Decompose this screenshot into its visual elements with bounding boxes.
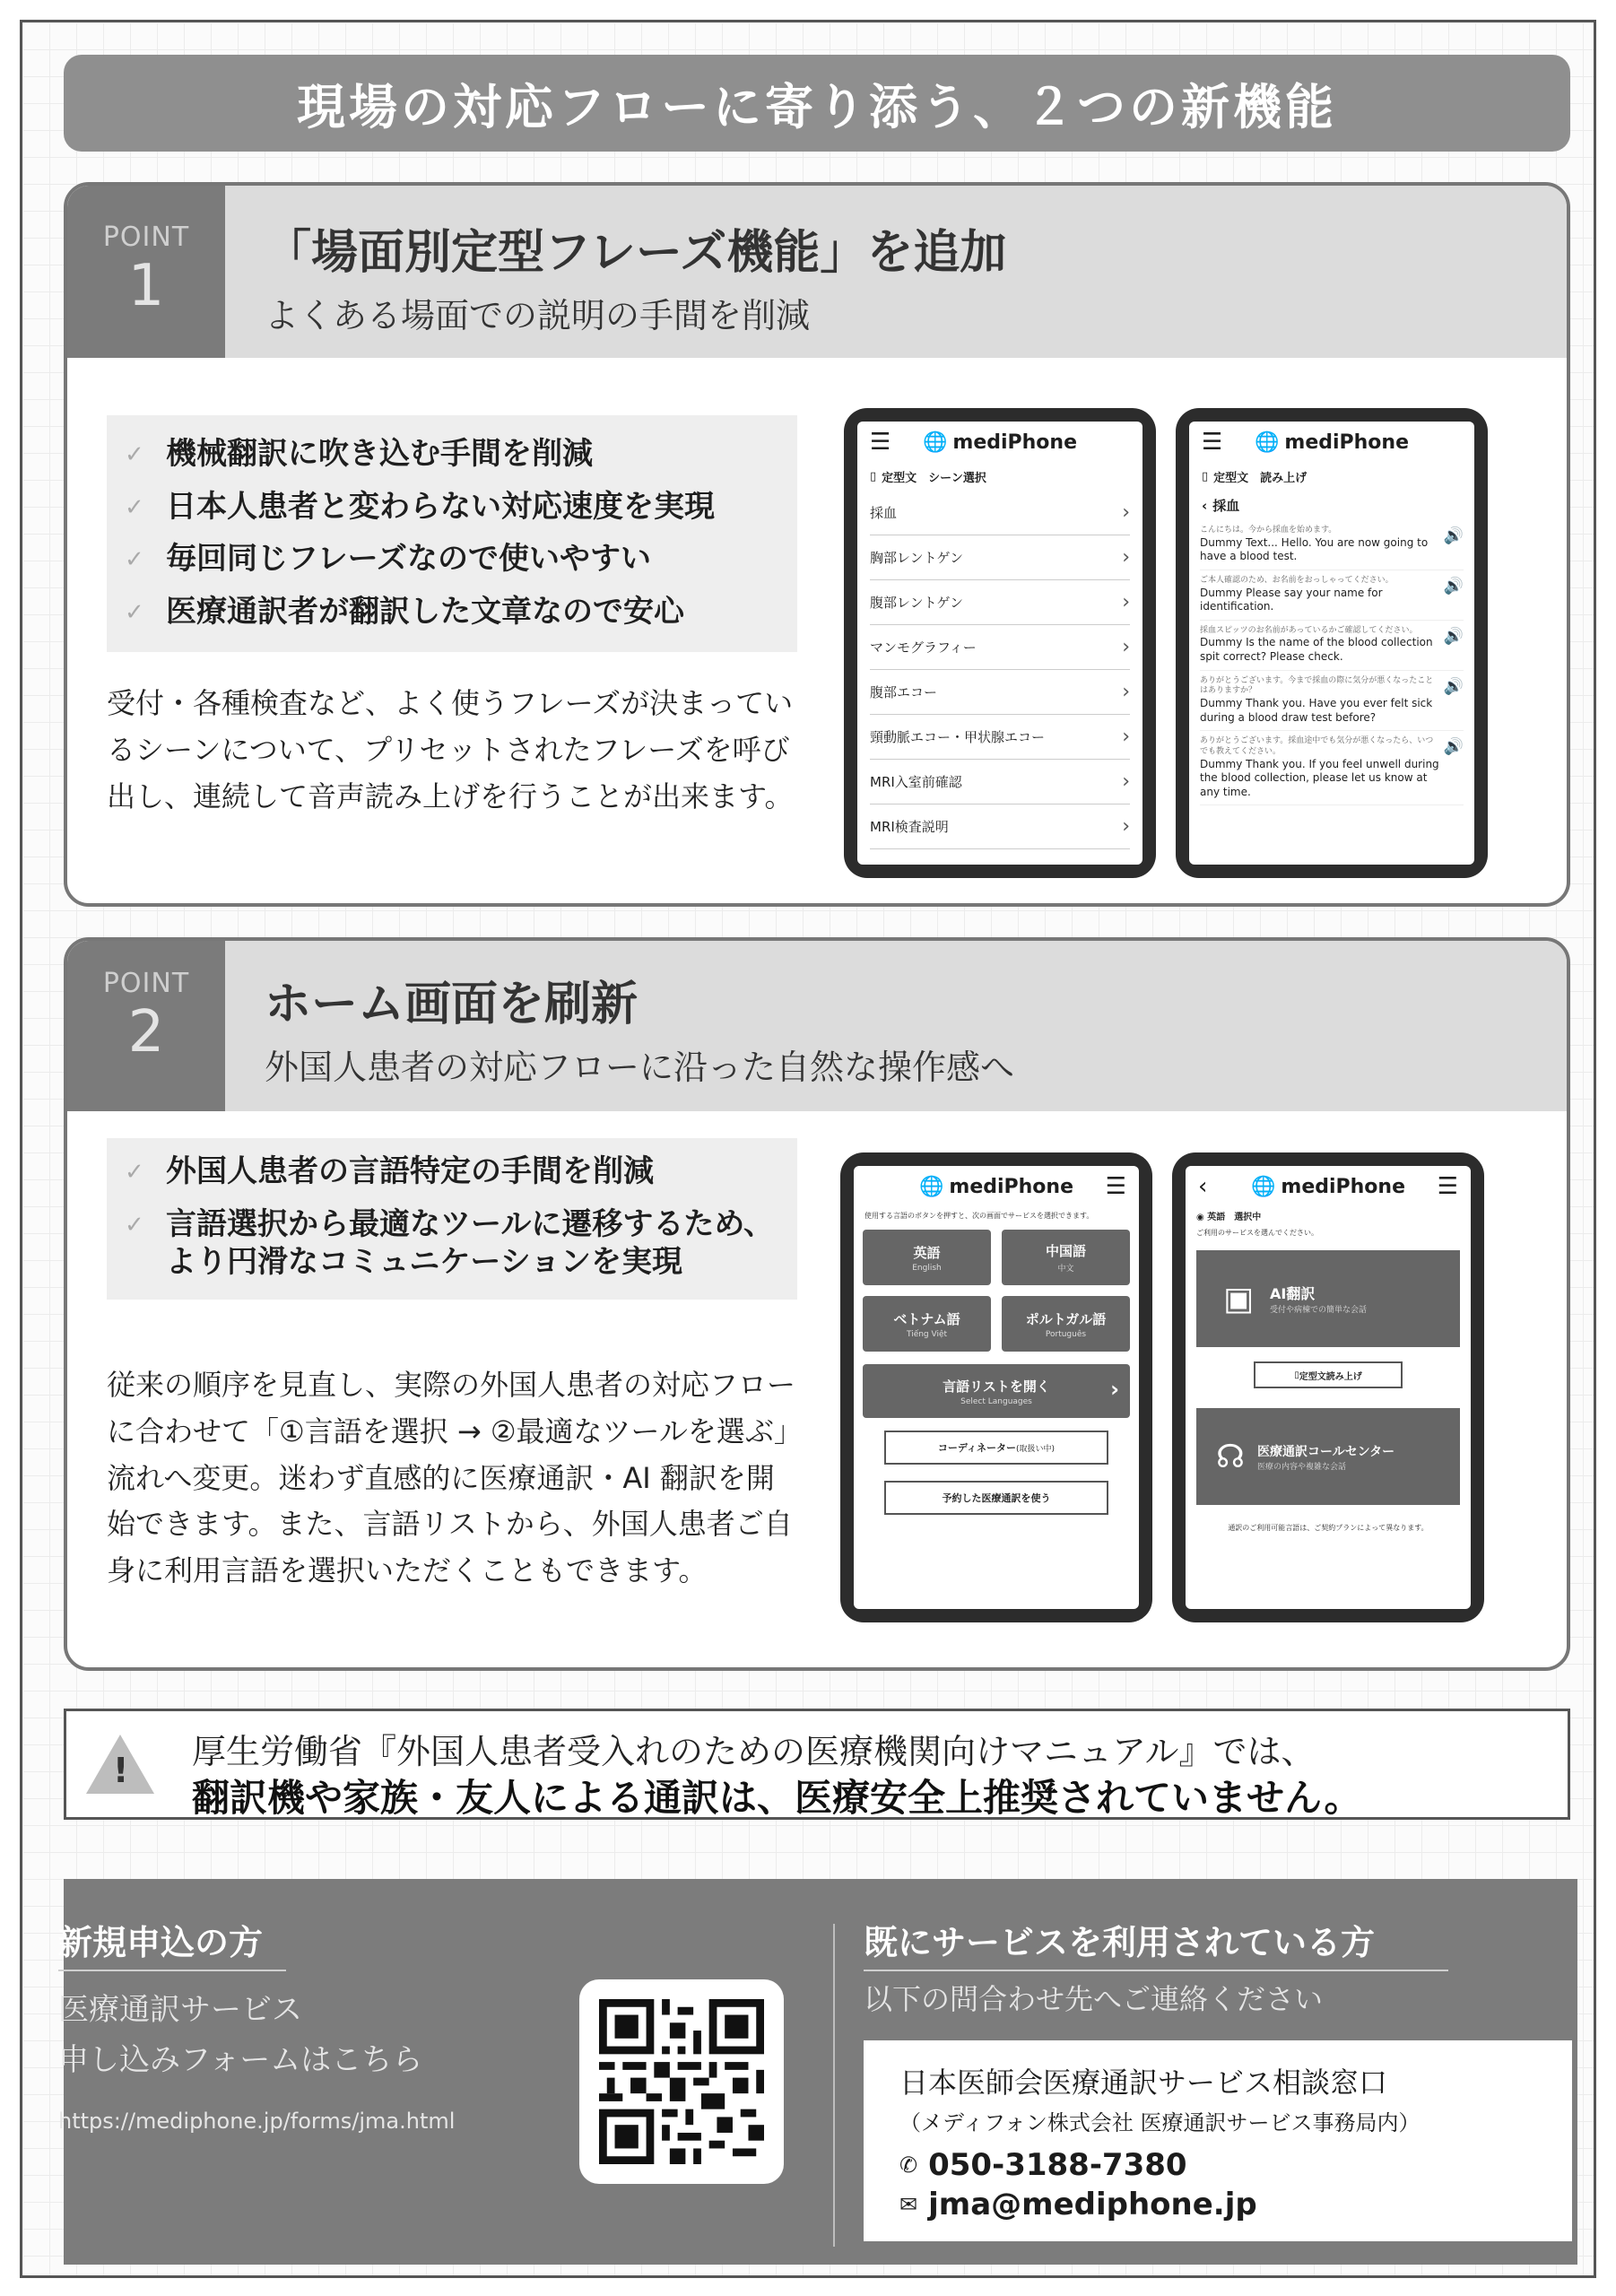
contact-card	[864, 2040, 1572, 2241]
page-banner	[64, 55, 1570, 152]
speaker-icon[interactable]: 🔊	[1443, 526, 1464, 545]
point2-number: 2	[127, 999, 165, 1065]
language-button[interactable]: 英語 English	[863, 1230, 991, 1285]
new-applicant-text2: 申し込みフォームはこちら	[58, 2042, 423, 2078]
phrase-item[interactable]: ありがとうございます。採血途中でも気分が悪くなったら、いつでも教えてください。 Dummy Thank you. If you feel unwell during the blood collection, please let us know at any time. 🔊	[1200, 731, 1464, 805]
contact-phone[interactable]: ✆ 050-3188-7380	[899, 2147, 1187, 2183]
warning-line2: 翻訳機や家族・友人による通訳は、医療安全上推奨されていません。	[192, 1776, 1362, 1820]
phrase-item[interactable]: こんにちは。今から採血を始めます。 Dummy Text... Hello. You are now going to have a blood test. 🔊	[1200, 520, 1464, 570]
contact-org: 日本医師会医療通訳サービス相談窓口	[899, 2066, 1388, 2100]
coordinator-button[interactable]: コーディネーター (取扱い中)	[884, 1431, 1108, 1465]
list-item[interactable]: 腹部レントゲン ›	[870, 580, 1130, 625]
list-item[interactable]: 腹部エコー ›	[870, 670, 1130, 715]
qr-code[interactable]	[579, 1979, 784, 2184]
ai-translate-button[interactable]: ▣ AI翻訳 受付や病棟での簡単な会話	[1196, 1250, 1460, 1347]
check-item: ✓ 言語選択から最適なツールに遷移するため、より円滑なコミュニケーションを実現	[125, 1205, 774, 1280]
app-brand: mediPhone	[949, 1175, 1074, 1198]
chevron-right-icon: ›	[1122, 591, 1130, 613]
language-button[interactable]: ポルトガル語 Português	[1002, 1296, 1130, 1352]
chevron-right-icon: ›	[1122, 681, 1130, 703]
hamburger-menu-icon[interactable]: ☰	[1202, 429, 1223, 456]
back-link[interactable]: ‹ 採血	[1202, 497, 1240, 514]
chevron-right-icon: ›	[1122, 501, 1130, 524]
language-button[interactable]: ベトナム語 Tiếng Việt	[863, 1296, 991, 1352]
language-status: ◉ 英語 選択中	[1196, 1213, 1262, 1222]
intro-text: 使用する言語のボタンを押すと、次の画面でサービスを選択できます。	[864, 1212, 1094, 1220]
document-icon: ▯	[1202, 470, 1209, 483]
list-item[interactable]: 頸動脈エコー・甲状腺エコー ›	[870, 715, 1130, 760]
check-icon: ✓	[125, 546, 144, 573]
intro-text: ご利用のサービスを選んでください。	[1196, 1229, 1318, 1237]
point2-header	[67, 941, 1567, 1111]
chevron-right-icon: ›	[1122, 815, 1130, 838]
existing-user-heading: 既にサービスを利用されている方	[864, 1915, 1448, 1971]
screen-subtitle: ▯ 定型文 読み上げ	[1202, 470, 1308, 485]
language-grid	[854, 1230, 1139, 1352]
check-icon: ✓	[125, 493, 144, 521]
fixed-phrase-button[interactable]: ▯ 定型文読み上げ	[1254, 1361, 1403, 1388]
point1-card	[64, 182, 1570, 907]
list-item[interactable]: 胸部レントゲン ›	[870, 535, 1130, 580]
chevron-right-icon: ›	[1122, 726, 1130, 748]
hamburger-menu-icon[interactable]: ☰	[870, 429, 891, 456]
mail-icon: ✉	[899, 2192, 918, 2217]
app-bar	[854, 1166, 1139, 1207]
contact-org-sub: （メディフォン株式会社 医療通訳サービス事務局内）	[899, 2110, 1421, 2135]
document-icon: ▯	[1294, 1370, 1299, 1380]
point2-badge	[67, 941, 225, 1111]
point2-subtitle: 外国人患者の対応フローに沿った自然な操作感へ	[265, 1048, 1015, 1087]
flyer-page	[20, 20, 1596, 2278]
app-brand: mediPhone	[1281, 1175, 1406, 1198]
hamburger-menu-icon[interactable]: ☰	[1437, 1173, 1458, 1200]
list-item[interactable]: 採血 ›	[870, 491, 1130, 535]
point1-badge	[67, 186, 225, 358]
chevron-right-icon: ›	[1122, 636, 1130, 658]
app-brand: mediPhone	[1284, 430, 1410, 454]
new-applicant-text1: 医療通訳サービス	[58, 1992, 302, 2028]
document-icon: ▯	[870, 470, 877, 483]
new-applicant-heading: 新規申込の方	[58, 1915, 286, 1971]
list-item[interactable]: マンモグラフィー ›	[870, 625, 1130, 670]
globe-icon: 🌐	[918, 1175, 944, 1198]
headset-icon: ☊	[1216, 1438, 1245, 1475]
phone-service-select	[1172, 1152, 1484, 1622]
phone-language-select	[840, 1152, 1152, 1622]
chevron-right-icon: ›	[1110, 1377, 1119, 1402]
check-item: ✓ 医療通訳者が翻訳した文章なので安心	[125, 593, 684, 630]
point2-title: ホーム画面を刷新	[265, 978, 639, 1031]
check-icon: ✓	[125, 1159, 144, 1186]
plan-note: 通訳のご利用可能言語は、ご契約プランによって異なります。	[1228, 1524, 1429, 1532]
contact-email[interactable]: ✉ jma@mediphone.jp	[899, 2187, 1257, 2222]
chevron-right-icon: ›	[1122, 770, 1130, 793]
hamburger-menu-icon[interactable]: ☰	[1105, 1173, 1126, 1200]
qr-code-icon	[599, 1999, 764, 2164]
check-item: ✓ 毎回同じフレーズなので使いやすい	[125, 541, 651, 577]
reserved-interpreter-button[interactable]: 予約した医療通訳を使う	[884, 1481, 1108, 1515]
point1-subtitle: よくある場面での説明の手間を削減	[265, 296, 811, 335]
chevron-left-icon: ‹	[1202, 497, 1208, 514]
check-item: ✓ 機械翻訳に吹き込む手間を削減	[125, 436, 593, 472]
phone-scene-select	[844, 408, 1156, 878]
globe-icon: 🌐	[1254, 430, 1280, 454]
speaker-icon[interactable]: 🔊	[1443, 576, 1464, 596]
existing-user-subtext: 以下の問合わせ先へご連絡ください	[864, 1982, 1324, 2016]
status-dot-icon: ◉	[1196, 1213, 1208, 1222]
check-item: ✓ 外国人患者の言語特定の手間を削減	[125, 1153, 654, 1189]
globe-icon: 🌐	[1250, 1175, 1276, 1198]
speaker-icon[interactable]: 🔊	[1443, 676, 1464, 696]
point2-checklist	[107, 1138, 797, 1300]
phrase-item[interactable]: ご本人確認のため、お名前をおっしゃってください。 Dummy Please say your name for identification. 🔊	[1200, 570, 1464, 621]
point1-checklist	[107, 415, 797, 652]
phone-screen	[1189, 422, 1474, 865]
app-bar	[1186, 1166, 1471, 1207]
point1-header	[67, 186, 1567, 358]
language-list-button[interactable]: 言語リストを開く Select Languages ›	[863, 1364, 1130, 1418]
warning-box: ! 厚生労働省『外国人患者受入れのための医療機関向けマニュアル』では、 翻訳機や家族・友人による通訳は、医療安全上推奨されていません。	[64, 1709, 1570, 1820]
footer-divider	[833, 1924, 835, 2247]
app-bar	[857, 422, 1142, 463]
warning-line1: 厚生労働省『外国人患者受入れのための医療機関向けマニュアル』では、	[192, 1732, 1316, 1771]
chevron-right-icon: ›	[1122, 546, 1130, 569]
speaker-icon[interactable]: 🔊	[1443, 626, 1464, 646]
form-url-link[interactable]: https://mediphone.jp/forms/jma.html	[58, 2109, 456, 2134]
check-icon: ✓	[125, 598, 144, 626]
point1-number: 1	[127, 253, 165, 319]
app-brand: mediPhone	[952, 430, 1078, 454]
call-center-button[interactable]: ☊ 医療通訳コールセンター 医療の内容や複雑な会話	[1196, 1408, 1460, 1505]
point1-title: 「場面別定型フレーズ機能」を追加	[265, 226, 1007, 280]
phone-screen	[854, 1166, 1139, 1609]
phone-screen	[1186, 1166, 1471, 1609]
point2-body: 従来の順序を見直し、実際の外国人患者の対応フローに合わせて「①言語を選択 → ②最適なツールを選ぶ」流れへ変更。迷わず直感的に医療通訳・AI 翻訳を開始できます。また、言語リストから、外国人患者ご自身に利用言語を選択いただくこともできます。	[107, 1368, 796, 1588]
check-icon: ✓	[125, 1211, 144, 1239]
phone-phrase-readout	[1176, 408, 1488, 878]
point1-label: POINT	[102, 222, 190, 253]
banner-title: 現場の対応フローに寄り添う、２つの新機能	[297, 78, 1337, 135]
language-button[interactable]: 中国語 中文	[1002, 1230, 1130, 1285]
back-arrow-icon[interactable]: ‹	[1198, 1173, 1208, 1200]
point1-body: 受付・各種検査など、よく使うフレーズが決まっているシーンについて、プリセットされたフレーズを呼び出し、連続して音声読み上げを行うことが出来ます。	[107, 686, 794, 813]
speaker-icon[interactable]: 🔊	[1443, 737, 1464, 757]
point2-label: POINT	[102, 968, 190, 999]
phrase-item[interactable]: 採血スピッツのお名前があっているかご確認してください。 Dummy Is the name of the blood collection spit correct? Please check. 🔊	[1200, 621, 1464, 671]
globe-icon: 🌐	[922, 430, 948, 454]
phrase-item[interactable]: ありがとうございます。今まで採血の際に気分が悪くなったことはありますか？ Dummy Thank you. Have you ever felt sick during a blood draw test before? 🔊	[1200, 671, 1464, 732]
phone-icon: ✆	[899, 2152, 918, 2178]
list-item[interactable]: MRI検査説明 ›	[870, 804, 1130, 849]
check-item: ✓ 日本人患者と変わらない対応速度を実現	[125, 488, 715, 525]
footer-contact	[58, 1879, 1577, 2265]
screen-subtitle: ▯ 定型文 シーン選択	[870, 470, 986, 485]
app-bar	[1189, 422, 1474, 463]
point2-card	[64, 937, 1570, 1671]
check-icon: ✓	[125, 441, 144, 468]
chat-device-icon: ▣	[1223, 1280, 1255, 1318]
phone-screen	[857, 422, 1142, 865]
list-item[interactable]: MRI入室前確認 ›	[870, 760, 1130, 804]
